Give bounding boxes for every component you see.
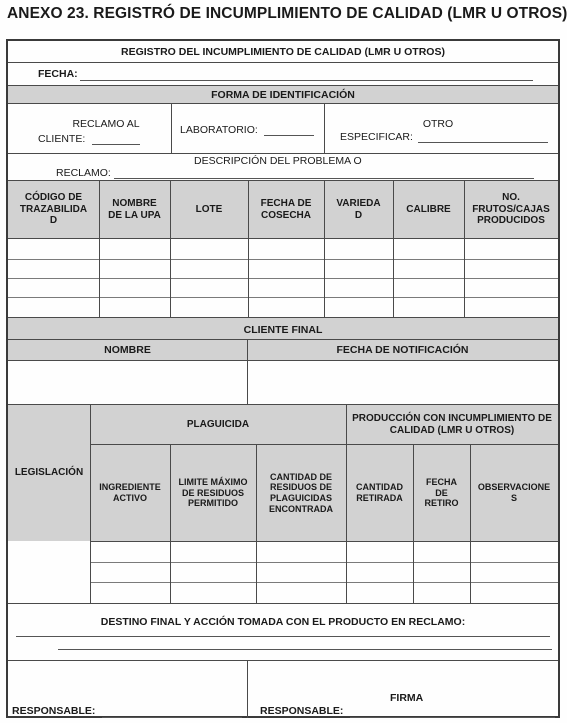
divider xyxy=(8,238,558,239)
descripcion-field[interactable] xyxy=(114,178,534,179)
destino-final-label: DESTINO FINAL Y ACCIÓN TOMADA CON EL PRODUCTO EN RECLAMO: xyxy=(100,616,466,628)
col-codigo-trazabilidad: CÓDIGO DE TRAZABILIDA D xyxy=(19,191,88,227)
divider xyxy=(8,360,558,361)
col-divider xyxy=(247,340,248,404)
divider xyxy=(8,153,558,154)
col-divider xyxy=(99,181,100,317)
col-nombre: NOMBRE xyxy=(104,343,151,356)
col-fecha-retiro: FECHA DE RETIRO xyxy=(424,477,459,509)
col-divider xyxy=(413,445,414,603)
destino-final-field-1[interactable] xyxy=(16,636,550,637)
col-plaguicida: PLAGUICIDA xyxy=(186,418,250,430)
divider xyxy=(8,660,558,661)
col-divider xyxy=(170,445,171,603)
reclamo-cliente-label: RECLAMO AL xyxy=(72,118,140,130)
responsable-left-field[interactable] xyxy=(102,717,242,718)
quality-nonconformity-form xyxy=(6,39,560,718)
divider xyxy=(8,62,558,63)
col-limite-maximo-residuos: LIMITE MÁXIMO DE RESIDUOS PERMITIDO xyxy=(178,477,248,509)
descripcion-label: DESCRIPCIÓN DEL PROBLEMA O xyxy=(194,155,362,167)
table-row[interactable] xyxy=(90,582,558,583)
table-row[interactable] xyxy=(8,259,558,260)
col-divider xyxy=(464,181,465,317)
col-produccion-incumplimiento: PRODUCCIÓN CON INCUMPLIMIENTO DE CALIDAD (LMR U OTROS) xyxy=(352,412,552,436)
col-divider xyxy=(393,181,394,317)
col-divider xyxy=(248,181,249,317)
col-divider xyxy=(470,445,471,603)
col-calibre: CALIBRE xyxy=(406,203,451,215)
col-divider xyxy=(256,445,257,603)
responsable-left-label: RESPONSABLE: xyxy=(12,705,96,717)
col-ingrediente-activo: INGREDIENTE ACTIVO xyxy=(99,482,161,503)
divider xyxy=(8,603,558,604)
responsable-right-label: RESPONSABLE: xyxy=(260,705,344,717)
fecha-field[interactable] xyxy=(80,80,533,81)
divider xyxy=(8,103,558,104)
col-divider xyxy=(90,405,91,603)
table-row[interactable] xyxy=(8,278,558,279)
page-title: ANEXO 23. REGISTRÓ DE INCUMPLIMIENTO DE CALIDAD (LMR U OTROS) xyxy=(7,5,567,22)
firma-label: FIRMA xyxy=(390,692,424,704)
fecha-label: FECHA: xyxy=(38,68,78,80)
col-fecha-cosecha: FECHA DE COSECHA xyxy=(260,197,312,221)
table-row[interactable] xyxy=(90,562,558,563)
col-cantidad-residuos: CANTIDAD DE RESIDUOS DE PLAGUICIDAS ENCONTRADA xyxy=(269,471,333,514)
reclamo-cliente-label-2: CLIENTE: xyxy=(38,133,86,145)
divider xyxy=(90,541,558,542)
col-observaciones: OBSERVACIONE S xyxy=(477,482,551,503)
col-legislacion: LEGISLACIÓN xyxy=(14,467,84,479)
otro-especificar-field[interactable] xyxy=(418,142,548,143)
descripcion-label-2: RECLAMO: xyxy=(56,167,111,179)
col-no-frutos-cajas: NO. FRUTOS/CAJAS PRODUCIDOS xyxy=(472,191,550,227)
cliente-final-title: CLIENTE FINAL xyxy=(243,324,323,336)
otro-label: OTRO xyxy=(422,118,454,130)
col-cantidad-retirada: CANTIDAD RETIRADA xyxy=(356,482,403,503)
divider xyxy=(171,103,172,153)
laboratorio-field[interactable] xyxy=(264,135,314,136)
responsable-right-field[interactable] xyxy=(350,717,555,718)
table-row[interactable] xyxy=(8,297,558,298)
identificacion-title: FORMA DE IDENTIFICACIÓN xyxy=(211,89,355,101)
col-divider xyxy=(247,660,248,718)
col-divider xyxy=(324,181,325,317)
otro-especificar-label: ESPECIFICAR: xyxy=(340,131,413,143)
col-divider xyxy=(170,181,171,317)
laboratorio-label: LABORATORIO: xyxy=(180,124,258,136)
col-divider xyxy=(346,405,347,603)
form-title: REGISTRO DEL INCUMPLIMIENTO DE CALIDAD (LMR U OTROS) xyxy=(121,46,445,58)
col-lote: LOTE xyxy=(195,203,223,215)
col-variedad: VARIEDA D xyxy=(336,197,381,221)
destino-final-field-2[interactable] xyxy=(58,649,552,650)
reclamo-cliente-field[interactable] xyxy=(92,144,140,145)
divider xyxy=(324,103,325,153)
col-fecha-notificacion: FECHA DE NOTIFICACIÓN xyxy=(336,343,469,356)
col-nombre-upa: NOMBRE DE LA UPA xyxy=(108,197,161,221)
